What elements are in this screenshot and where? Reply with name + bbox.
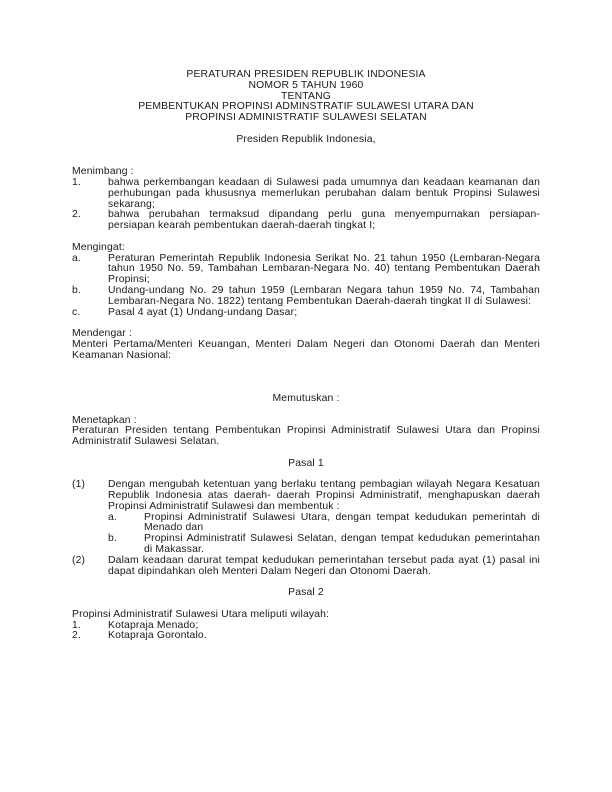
title-block bbox=[72, 70, 540, 146]
list-marker: 2. bbox=[72, 209, 81, 221]
section-title: Menimbang : bbox=[72, 166, 134, 178]
list-item bbox=[72, 178, 540, 210]
list-marker: b. bbox=[108, 533, 117, 545]
list-text: Dengan mengubah ketentuan yang berlaku tentang pembagian wilayah Negara Kesatuan Republik Indonesia atas daerah- daerah Propinsi Administratif, menghapuskan daerah Propinsi Administratif Sulawesi dan membentuk : bbox=[108, 479, 540, 512]
list-item bbox=[72, 556, 540, 578]
list-text: Propinsi Administratif Sulawesi Selatan, dengan tempat kedudukan pemerintahan di Makassar. bbox=[144, 533, 540, 556]
pasal-2-heading: Pasal 2 bbox=[288, 587, 324, 599]
mengingat-section bbox=[72, 243, 540, 319]
list-marker: a. bbox=[72, 252, 81, 264]
title-line-4: PEMBENTUKAN PROPINSI ADMINSTRATIF SULAWESI UTARA DAN bbox=[138, 101, 474, 113]
list-text: Propinsi Administratif Sulawesi Utara, dengan tempat kedudukan pemerintah di Menado dan bbox=[144, 511, 540, 534]
title-line-5: PROPINSI ADMINISTRATIF SULAWESI SELATAN bbox=[185, 112, 427, 124]
list-marker: (1) bbox=[72, 479, 86, 491]
list-marker: a. bbox=[108, 511, 117, 523]
list-marker: b. bbox=[72, 284, 81, 296]
list-marker: 1. bbox=[72, 176, 81, 188]
sub-list-item bbox=[108, 534, 540, 556]
list-text: Peraturan Pemerintah Republik Indonesia Serikat No. 21 tahun 1950 (Lembaran-Negara tahun 1950 No. 59, Tambahan Lembaran-Negara No. 40) tentang Pembentukan Daerah Propinsi; bbox=[108, 252, 540, 286]
list-marker: 2. bbox=[72, 630, 81, 642]
sub-list-item bbox=[108, 513, 540, 535]
section-text: Menteri Pertama/Menteri Keuangan, Menteri Dalam Negeri dan Otonomi Daerah dan Menteri Keamanan Nasional: bbox=[72, 338, 540, 361]
pasal-1-heading: Pasal 1 bbox=[288, 457, 324, 469]
section-text: Propinsi Administratif Sulawesi Utara meliputi wilayah: bbox=[72, 608, 330, 620]
section-text: Peraturan Presiden tentang Pembentukan Propinsi Administratif Sulawesi Utara dan Propinsi Administratif Sulawesi Selatan. bbox=[72, 425, 540, 448]
section-title: Menetapkan : bbox=[72, 414, 137, 426]
list-text: Undang-undang No. 29 tahun 1959 (Lembaran Negara tahun 1959 No. 74, Tambahan Lembaran-Negara No. 1822) tentang Pembentukan Daerah-daerah tingkat II di Sulawesi: bbox=[108, 284, 540, 307]
list-item bbox=[72, 210, 540, 232]
list-marker: (2) bbox=[72, 554, 86, 566]
document-page bbox=[72, 70, 540, 642]
list-item bbox=[72, 286, 540, 308]
pasal-2-section bbox=[72, 610, 540, 642]
list-marker: c. bbox=[72, 306, 81, 318]
list-text: Kotapraja Gorontalo. bbox=[108, 630, 207, 642]
list-text: Kotapraja Menado; bbox=[108, 619, 199, 631]
list-text: Dalam keadaan darurat tempat kedudukan pemerintahan tersebut pada ayat (1) pasal ini dapat dipindahkan oleh Menteri Dalam Negeri dan Otonomi Daerah. bbox=[108, 554, 540, 577]
section-title: Mengingat: bbox=[72, 241, 125, 253]
title-line-2: NOMOR 5 TAHUN 1960 bbox=[248, 79, 364, 91]
title-line-1: PERATURAN PRESIDEN REPUBLIK INDONESIA bbox=[186, 69, 426, 80]
memutuskan-heading: Memutuskan : bbox=[272, 392, 340, 404]
list-text: Pasal 4 ayat (1) Undang-undang Dasar; bbox=[108, 306, 298, 318]
pasal-1-section bbox=[72, 480, 540, 577]
list-item bbox=[72, 254, 540, 286]
list-item bbox=[72, 308, 540, 319]
list-item bbox=[72, 631, 540, 642]
title-line-3: TENTANG bbox=[281, 90, 331, 102]
menimbang-section bbox=[72, 167, 540, 232]
section-title: Mendengar : bbox=[72, 328, 132, 340]
president-line: Presiden Republik Indonesia, bbox=[236, 133, 376, 145]
list-text: bahwa perubahan termaksud dipandang perlu guna menyempurnakan persiapan-persiapan kearah pembentukan daerah-daerah tingkat I; bbox=[108, 209, 540, 232]
list-marker: 1. bbox=[72, 619, 81, 631]
menetapkan-section bbox=[72, 416, 540, 448]
list-text: bahwa perkembangan keadaan di Sulawesi pada umumnya dan keadaan keamanan dan perhubungan pada khususnya memerlukan perubahan dalam bentuk Propinsi Sulawesi sekarang; bbox=[108, 176, 540, 210]
list-item bbox=[72, 480, 540, 556]
mendengar-section bbox=[72, 329, 540, 361]
